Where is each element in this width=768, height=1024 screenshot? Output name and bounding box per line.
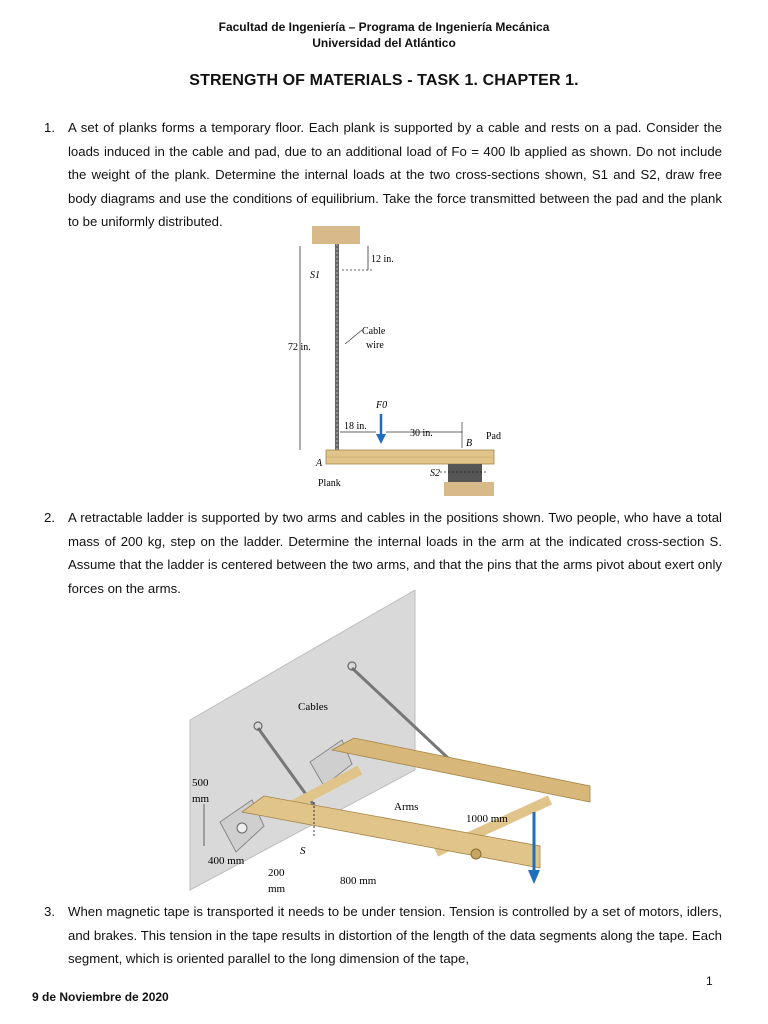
label-a: A — [316, 458, 323, 469]
problem-text: A retractable ladder is supported by two arms and cables in the positions shown. Two people, who have a total mass of 200 kg, step on the ladder. Determine the internal loads in the arm at the indicated cross-section S. Assume that the ladder is centered between the two arms, and that the pins that the arms pivot about exert only forces on the arms. — [68, 510, 722, 596]
footer-date: 9 de Noviembre de 2020 — [32, 990, 169, 1004]
page-number: 1 — [706, 974, 713, 988]
label-pad: Pad — [486, 431, 501, 442]
dim-12in: 12 in. — [371, 254, 394, 265]
dim-1000: 1000 mm — [466, 813, 508, 825]
label-cable: Cable — [362, 326, 386, 337]
label-arms: Arms — [394, 801, 419, 813]
dim-800: 800 mm — [340, 875, 377, 887]
problem-number: 3. — [44, 904, 55, 919]
pad-block — [448, 464, 482, 484]
label-b: B — [466, 438, 473, 449]
dim-400: 400 mm — [208, 855, 245, 867]
figure-retractable-ladder — [180, 590, 600, 900]
header-faculty: Facultad de Ingeniería – Programa de Ingeniería Mecánica — [218, 20, 550, 34]
problem-text: A set of planks forms a temporary floor. Each plank is supported by a cable and rests on a pad. Consider the loads induced in the cable and pad, due to an additional load of Fo = 400 lb applied as shown. Do not include the weight of the plank. Determine the internal loads at the two cross-sections shown, S1 and S2, draw free body diagrams and use the conditions of equilibrium. Take the force transmitted between the pad and the plank to be uniformly distributed. — [68, 120, 722, 230]
force-arrow-head — [376, 434, 386, 444]
floor-support — [444, 482, 494, 496]
load-arrow-head — [528, 870, 540, 884]
dim-30in: 30 in. — [410, 428, 433, 439]
dim-72in: 72 in. — [288, 342, 311, 353]
ceiling-support — [312, 226, 360, 244]
document-title: STRENGTH OF MATERIALS - TASK 1. CHAPTER 1. — [189, 72, 579, 89]
dim-500-unit: mm — [192, 793, 210, 805]
dim-18in: 18 in. — [344, 421, 367, 432]
label-wire: wire — [366, 340, 384, 351]
dim-200-unit: mm — [268, 883, 286, 895]
problem-text: When magnetic tape is transported it needs to be under tension. Tension is controlled by a set of motors, idlers, and brakes. This tension in the tape results in distortion of the length of the data segments along the tape. Each segment, which is oriented parallel to the long dimension of the tape, — [68, 904, 722, 967]
header-university: Universidad del Atlántico — [312, 36, 456, 50]
figure-plank-cable — [280, 224, 520, 496]
dim-500: 500 — [192, 777, 209, 789]
problem-2 — [44, 506, 722, 600]
label-f0: F0 — [376, 400, 388, 411]
problem-1 — [44, 116, 722, 234]
problem-3 — [44, 900, 722, 971]
label-s: S — [300, 845, 306, 857]
label-cables: Cables — [298, 701, 328, 713]
problem-number: 1. — [44, 120, 55, 135]
problem-number: 2. — [44, 510, 55, 525]
label-s1: S1 — [310, 270, 320, 281]
label-plank: Plank — [318, 478, 341, 489]
dim-200: 200 — [268, 867, 285, 879]
label-s2: S2 — [430, 468, 440, 479]
